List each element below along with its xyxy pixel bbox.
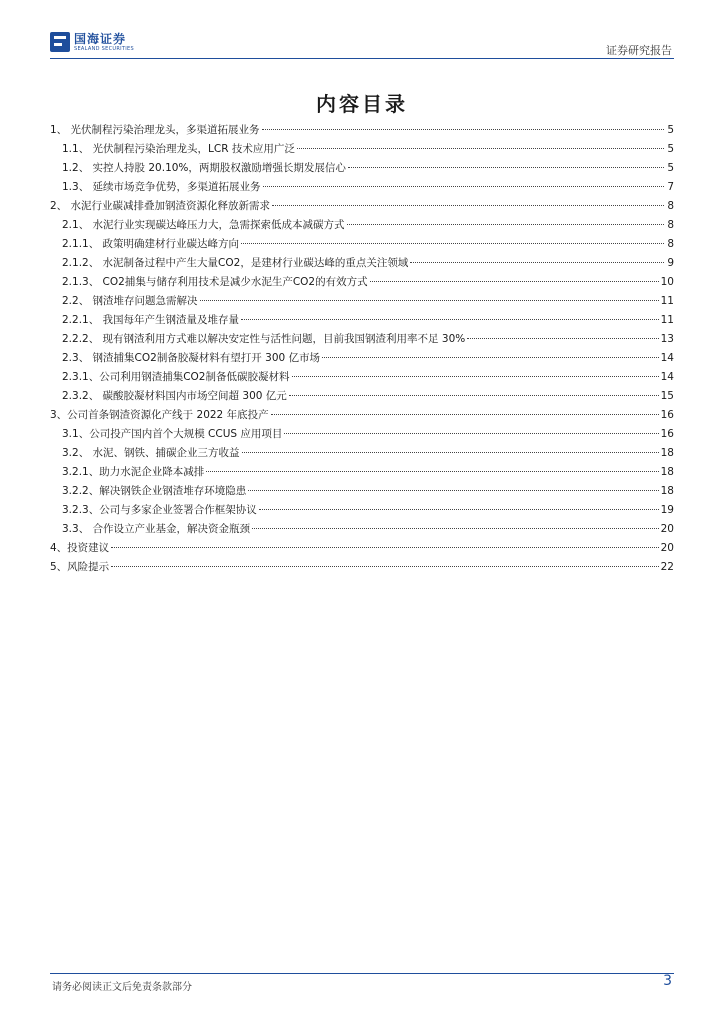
toc-entry-label: 3.2.2、解决钢铁企业钢渣堆存环境隐患 (62, 485, 247, 497)
toc-entry[interactable] (50, 159, 674, 178)
toc-entry-page: 20 (660, 542, 674, 554)
toc-entry[interactable] (50, 482, 674, 501)
company-logo (50, 32, 134, 52)
toc-entry-page: 9 (667, 257, 674, 269)
toc-leader-dots (292, 376, 659, 377)
toc-entry[interactable] (50, 501, 674, 520)
toc-entry-label: 3.3、 合作设立产业基金，解决资金瓶颈 (62, 523, 251, 535)
toc-entry-label: 5、风险提示 (50, 561, 110, 573)
toc-leader-dots (284, 433, 658, 434)
footer-disclaimer: 请务必阅读正文后免责条款部分 (52, 982, 192, 993)
toc-entry[interactable] (50, 444, 674, 463)
toc-entry-label: 1.1、 光伏制程污染治理龙头，LCR 技术应用广泛 (62, 143, 295, 155)
toc-entry[interactable] (50, 178, 674, 197)
toc-entry-label: 2、 水泥行业碳减排叠加钢渣资源化释放新需求 (50, 200, 271, 212)
toc-leader-dots (467, 338, 658, 339)
toc-leader-dots (241, 243, 664, 244)
toc-leader-dots (206, 471, 658, 472)
toc-entry-page: 15 (660, 390, 674, 402)
toc-entry-label: 3.2、 水泥、钢铁、捕碳企业三方收益 (62, 447, 240, 459)
toc-entry[interactable] (50, 311, 674, 330)
toc-entry[interactable] (50, 292, 674, 311)
toc-leader-dots (259, 509, 659, 510)
toc-entry[interactable] (50, 387, 674, 406)
toc-entry-page: 13 (660, 333, 674, 345)
toc-entry-page: 5 (667, 143, 674, 155)
toc-leader-dots (322, 357, 659, 358)
toc-leader-dots (248, 490, 658, 491)
toc-entry[interactable] (50, 140, 674, 159)
toc-entry-label: 2.1.2、 水泥制备过程中产生大量CO2，是建材行业碳达峰的重点关注领域 (62, 257, 409, 269)
toc-entry-page: 14 (660, 352, 674, 364)
toc-entry[interactable] (50, 463, 674, 482)
toc-entry[interactable] (50, 558, 674, 577)
toc-entry[interactable] (50, 197, 674, 216)
toc-leader-dots (241, 319, 659, 320)
toc-entry-page: 16 (660, 428, 674, 440)
toc-leader-dots (348, 167, 664, 168)
toc-entry[interactable] (50, 425, 674, 444)
toc-entry-page: 8 (667, 238, 674, 250)
toc-entry-label: 3.2.1、助力水泥企业降本减排 (62, 466, 205, 478)
toc-leader-dots (272, 205, 664, 206)
toc-entry-page: 18 (660, 447, 674, 459)
toc-entry[interactable] (50, 539, 674, 558)
logo-cn: 国海证券 (74, 31, 127, 46)
logo-en: SEALAND SECURITIES (74, 45, 134, 52)
report-type: 证券研究报告 (606, 44, 672, 57)
toc-entry-label: 2.1.3、 CO2捕集与储存利用技术是减少水泥生产CO2的有效方式 (62, 276, 368, 288)
toc-leader-dots (252, 528, 659, 529)
toc-leader-dots (200, 300, 659, 301)
toc-leader-dots (271, 414, 659, 415)
toc-leader-dots (410, 262, 664, 263)
toc-entry[interactable] (50, 254, 674, 273)
toc-entry[interactable] (50, 121, 674, 140)
toc-entry[interactable] (50, 273, 674, 292)
toc-entry-page: 5 (667, 162, 674, 174)
toc-entry-page: 5 (667, 124, 674, 136)
logo-text (74, 33, 134, 52)
toc-entry-page: 16 (660, 409, 674, 421)
toc-entry[interactable] (50, 520, 674, 539)
toc-entry-label: 3.2.3、公司与多家企业签署合作框架协议 (62, 504, 257, 516)
page-title: 内容目录 (316, 92, 408, 116)
toc-entry-page: 18 (660, 485, 674, 497)
toc-entry[interactable] (50, 330, 674, 349)
toc-entry-label: 2.1、 水泥行业实现碳达峰压力大，急需探索低成本减碳方式 (62, 219, 345, 231)
toc-leader-dots (289, 395, 659, 396)
toc-entry-label: 2.3、 钢渣捕集CO2制备胶凝材料有望打开 300 亿市场 (62, 352, 321, 364)
toc-entry[interactable] (50, 349, 674, 368)
toc-leader-dots (111, 566, 658, 567)
toc-entry-page: 14 (660, 371, 674, 383)
toc-entry-label: 2.3.1、公司利用钢渣捕集CO2制备低碳胶凝材料 (62, 371, 290, 383)
toc-leader-dots (347, 224, 664, 225)
toc-entry-page: 18 (660, 466, 674, 478)
toc-leader-dots (297, 148, 664, 149)
toc-entry-page: 22 (660, 561, 674, 573)
toc-entry-label: 2.2、 钢渣堆存问题急需解决 (62, 295, 198, 307)
toc-entry[interactable] (50, 235, 674, 254)
toc-entry-label: 3、公司首条钢渣资源化产线于 2022 年底投产 (50, 409, 269, 421)
toc-entry-page: 10 (660, 276, 674, 288)
toc-entry-label: 1.3、 延续市场竞争优势，多渠道拓展业务 (62, 181, 261, 193)
header-divider (50, 58, 674, 59)
page-number: 3 (663, 973, 672, 989)
toc-entry-page: 8 (667, 200, 674, 212)
toc-entry-label: 2.3.2、 碳酸胶凝材料国内市场空间超 300 亿元 (62, 390, 287, 402)
toc-leader-dots (370, 281, 659, 282)
footer-divider (50, 973, 674, 974)
toc-leader-dots (111, 547, 658, 548)
logo-icon (50, 32, 70, 52)
toc-entry-label: 2.2.2、 现有钢渣利用方式难以解决安定性与活性问题，目前我国钢渣利用率不足 30% (62, 333, 466, 345)
toc-entry-page: 19 (660, 504, 674, 516)
toc-entry-label: 3.1、公司投产国内首个大规模 CCUS 应用项目 (62, 428, 283, 440)
table-of-contents (50, 121, 674, 577)
toc-entry-label: 4、投资建议 (50, 542, 110, 554)
toc-entry-page: 7 (667, 181, 674, 193)
toc-entry[interactable] (50, 406, 674, 425)
toc-entry-label: 1、 光伏制程污染治理龙头，多渠道拓展业务 (50, 124, 260, 136)
toc-entry-label: 2.2.1、 我国每年产生钢渣量及堆存量 (62, 314, 240, 326)
toc-entry[interactable] (50, 216, 674, 235)
toc-entry-page: 8 (667, 219, 674, 231)
toc-leader-dots (242, 452, 659, 453)
toc-entry-page: 20 (660, 523, 674, 535)
toc-leader-dots (263, 186, 664, 187)
toc-entry[interactable] (50, 368, 674, 387)
toc-entry-page: 11 (660, 295, 674, 307)
toc-entry-label: 1.2、 实控人持股 20.10%，两期股权激励增强长期发展信心 (62, 162, 346, 174)
page-header (50, 30, 674, 58)
toc-entry-label: 2.1.1、 政策明确建材行业碳达峰方向 (62, 238, 240, 250)
toc-entry-page: 11 (660, 314, 674, 326)
toc-leader-dots (262, 129, 664, 130)
